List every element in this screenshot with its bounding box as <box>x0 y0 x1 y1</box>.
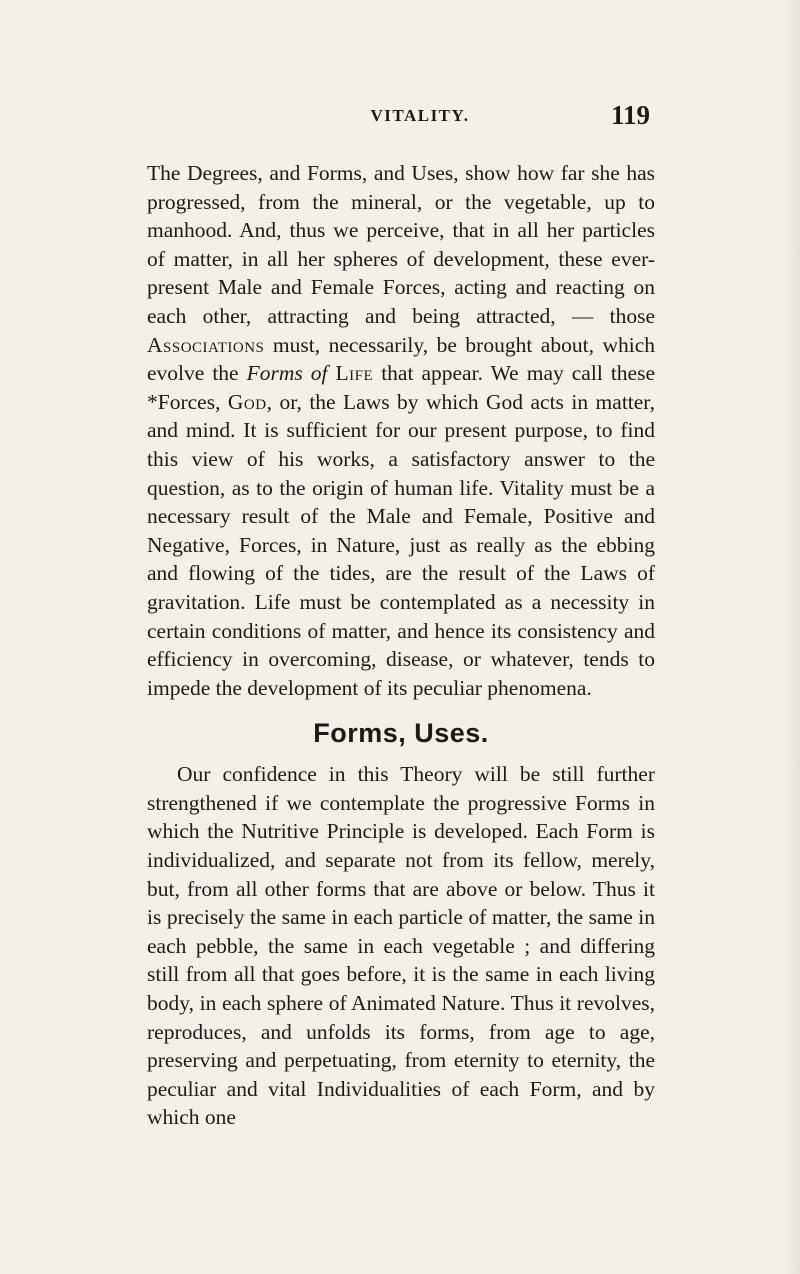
paragraph-1-text-4: , or, the Laws by which God acts in matter, and mind. It is sufficient for our present purpose, to find this view of his works, a satisfactory answer to the question, as to the origin of human life. Vitality must be a necessary result of the Male and Female, Positive and Negative, Forces, in Nature, just as really as the ebbing and flowing of the tides, are the result of the Laws of gravitation. Life must be contemplated as a necessity in certain conditions of matter, and hence its consistency and efficiency in overcoming, disease, or whatever, tends to impede the development of its peculiar phenomena. <box>147 389 655 700</box>
page-edge-shadow <box>786 0 800 1274</box>
paragraph-1-text-3: that appear. We may call these *Forces, <box>147 361 655 414</box>
god-small-caps: God <box>227 389 267 414</box>
life-small-caps: Life <box>335 361 374 386</box>
paragraph-1-text-2: must, necessarily, be brought about, which evolve the <box>147 332 655 386</box>
body-text <box>147 159 655 1132</box>
running-head <box>0 100 800 130</box>
running-title: VITALITY. <box>370 106 470 125</box>
paragraph-1-space <box>328 361 336 385</box>
forms-of-italic: Forms of <box>246 361 328 386</box>
associations-small-caps: Associations <box>147 332 265 357</box>
section-heading: Forms, Uses. <box>313 718 489 749</box>
paragraph-1 <box>147 159 655 702</box>
page-number: 119 <box>610 100 650 130</box>
paragraph-1-text-1: The Degrees, and Forms, and Uses, show how far she has progressed, from the mineral, or the vegetable, up to manhood. And, thus we perceive, that in all her particles of matter, in all her spheres of development, these ever-present Male and Female Forces, acting and reacting on each other, attracting and being attracted, — those <box>147 161 655 328</box>
paragraph-2: Our confidence in this Theory will be still further strengthened if we contemplate the progressive Forms in which the Nutritive Principle is developed. Each Form is individualized, and separate not from its fellow, merely, but, from all other forms that are above or below. Thus it is precisely the same in each particle of matter, the same in each pebble, the same in each vegetable ; and differing still from all that goes before, it is the same in each living body, in each sphere of Animated Nature. Thus it revolves, reproduces, and unfolds its forms, from age to age, preserving and perpetuating, from eternity to eternity, the peculiar and vital Individualities of each Form, and by which one <box>147 762 655 1130</box>
